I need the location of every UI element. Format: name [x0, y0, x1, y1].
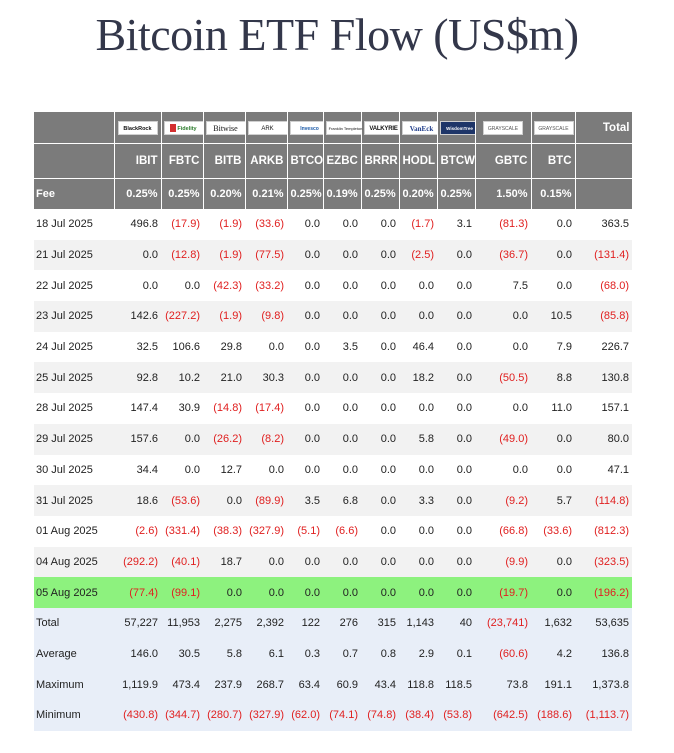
flow-value: 0.0 — [399, 547, 437, 578]
flow-value: 0.0 — [361, 485, 399, 516]
flow-value: 0.0 — [323, 547, 361, 578]
stat-value: 2,392 — [245, 608, 287, 639]
row-total: 130.8 — [575, 362, 632, 393]
flow-value: (33.2) — [245, 270, 287, 301]
flow-value: 0.0 — [323, 577, 361, 608]
flow-value: 106.6 — [161, 332, 203, 363]
ticker-corner — [34, 144, 114, 179]
franklin-logo: Franklin Templeton — [323, 112, 361, 144]
flow-value: 0.0 — [287, 270, 323, 301]
flow-value: 0.0 — [437, 301, 475, 332]
row-date: 18 Jul 2025 — [34, 209, 114, 240]
flow-value: (17.4) — [245, 393, 287, 424]
ticker-header: BTC — [531, 144, 575, 179]
stat-value: 63.4 — [287, 669, 323, 700]
ticker-header: BITB — [203, 144, 245, 179]
stat-value: 73.8 — [475, 669, 531, 700]
stat-value: 1,119.9 — [114, 669, 161, 700]
flow-value: (331.4) — [161, 516, 203, 547]
flow-value: 0.0 — [287, 577, 323, 608]
blackrock-logo: BlackRock — [114, 112, 161, 144]
flow-value: 10.2 — [161, 362, 203, 393]
flow-value: 0.0 — [531, 209, 575, 240]
stat-value: 57,227 — [114, 608, 161, 639]
flow-value: 34.4 — [114, 455, 161, 486]
stat-value: 118.8 — [399, 669, 437, 700]
flow-value: (2.6) — [114, 516, 161, 547]
ticker-header: BRRR — [361, 144, 399, 179]
flow-value: 0.0 — [323, 301, 361, 332]
fee-value: 0.15% — [531, 179, 575, 210]
row-total: 226.7 — [575, 332, 632, 363]
stat-value: 40 — [437, 608, 475, 639]
flow-value: 0.0 — [287, 547, 323, 578]
stat-value: 11,953 — [161, 608, 203, 639]
table-row-highlighted — [34, 577, 632, 608]
stat-value: 0.1 — [437, 639, 475, 670]
flow-value: 18.6 — [114, 485, 161, 516]
row-total: (323.5) — [575, 547, 632, 578]
flow-value: 0.0 — [475, 455, 531, 486]
stat-value: (344.7) — [161, 700, 203, 731]
flow-value: (2.5) — [399, 240, 437, 271]
flow-value: 0.0 — [361, 424, 399, 455]
ticker-header: GBTC — [475, 144, 531, 179]
flow-value: (1.9) — [203, 301, 245, 332]
fee-value: 0.25% — [161, 179, 203, 210]
flow-value: 0.0 — [245, 547, 287, 578]
stat-total: 1,373.8 — [575, 669, 632, 700]
row-total: (68.0) — [575, 270, 632, 301]
flow-value: (327.9) — [245, 516, 287, 547]
fee-total-spacer — [575, 179, 632, 210]
row-total: (812.3) — [575, 516, 632, 547]
row-total: (85.8) — [575, 301, 632, 332]
stat-value: 315 — [361, 608, 399, 639]
flow-value: 0.0 — [287, 240, 323, 271]
row-date: 05 Aug 2025 — [34, 577, 114, 608]
table-row — [34, 332, 632, 363]
row-total: 80.0 — [575, 424, 632, 455]
flow-value: (14.8) — [203, 393, 245, 424]
stat-value: (74.1) — [323, 700, 361, 731]
flow-value: 30.3 — [245, 362, 287, 393]
ticker-header: FBTC — [161, 144, 203, 179]
flow-value: (38.3) — [203, 516, 245, 547]
flow-value: 6.8 — [323, 485, 361, 516]
stat-label: Average — [34, 639, 114, 670]
flow-value: 0.0 — [437, 332, 475, 363]
stat-value: 191.1 — [531, 669, 575, 700]
flow-value: (36.7) — [475, 240, 531, 271]
stat-value: (38.4) — [399, 700, 437, 731]
flow-value: 0.0 — [245, 332, 287, 363]
flow-value: 0.0 — [114, 270, 161, 301]
stat-total: 53,635 — [575, 608, 632, 639]
table-row — [34, 455, 632, 486]
stat-value: (53.8) — [437, 700, 475, 731]
stat-value: (430.8) — [114, 700, 161, 731]
flow-value: (9.9) — [475, 547, 531, 578]
flow-value: (53.6) — [161, 485, 203, 516]
valkyrie-logo: VALKYRIE — [361, 112, 399, 144]
ticker-header: BTCW — [437, 144, 475, 179]
flow-value: (81.3) — [475, 209, 531, 240]
flow-value: 46.4 — [399, 332, 437, 363]
ticker-header: ARKB — [245, 144, 287, 179]
flow-value: 0.0 — [323, 455, 361, 486]
flow-value: 0.0 — [114, 240, 161, 271]
flow-value: (42.3) — [203, 270, 245, 301]
flow-value: (99.1) — [161, 577, 203, 608]
flow-value: (8.2) — [245, 424, 287, 455]
invesco-logo: Invesco — [287, 112, 323, 144]
stat-value: (60.6) — [475, 639, 531, 670]
flow-value: 0.0 — [245, 455, 287, 486]
flow-value: 0.0 — [399, 301, 437, 332]
flow-value: 3.5 — [323, 332, 361, 363]
flow-value: 7.5 — [475, 270, 531, 301]
ticker-header: HODL — [399, 144, 437, 179]
ticker-header: BTCO — [287, 144, 323, 179]
flow-value: 0.0 — [287, 362, 323, 393]
row-date: 28 Jul 2025 — [34, 393, 114, 424]
flow-value: (33.6) — [531, 516, 575, 547]
flow-value: 0.0 — [437, 516, 475, 547]
flow-value: 0.0 — [287, 209, 323, 240]
stats-row — [34, 700, 632, 731]
flow-value: 12.7 — [203, 455, 245, 486]
grayscale-btc-logo: GRAYSCALE — [531, 112, 575, 144]
row-total: 157.1 — [575, 393, 632, 424]
stat-value: 6.1 — [245, 639, 287, 670]
row-date: 31 Jul 2025 — [34, 485, 114, 516]
table-row — [34, 547, 632, 578]
flow-value: 0.0 — [475, 332, 531, 363]
stat-value: 4.2 — [531, 639, 575, 670]
stat-value: 1,143 — [399, 608, 437, 639]
fee-value: 0.25% — [114, 179, 161, 210]
flow-value: (17.9) — [161, 209, 203, 240]
fidelity-logo: Fidelity — [161, 112, 203, 144]
corner-cell — [34, 112, 114, 144]
flow-value: 0.0 — [437, 577, 475, 608]
row-total: 47.1 — [575, 455, 632, 486]
flow-value: 0.0 — [399, 455, 437, 486]
table-row — [34, 209, 632, 240]
flow-value: 0.0 — [531, 240, 575, 271]
flow-value: 0.0 — [531, 424, 575, 455]
wisdomtree-logo: WisdomTree — [437, 112, 475, 144]
stat-value: 2.9 — [399, 639, 437, 670]
flow-value: 0.0 — [323, 424, 361, 455]
flow-value: (6.6) — [323, 516, 361, 547]
flow-value: 29.8 — [203, 332, 245, 363]
row-total: (131.4) — [575, 240, 632, 271]
stat-value: (23,741) — [475, 608, 531, 639]
stat-value: (188.6) — [531, 700, 575, 731]
flow-value: 0.0 — [437, 362, 475, 393]
row-total: (196.2) — [575, 577, 632, 608]
flow-value: 0.0 — [361, 516, 399, 547]
stats-row — [34, 669, 632, 700]
flow-value: 0.0 — [361, 362, 399, 393]
flow-value: (49.0) — [475, 424, 531, 455]
flow-value: 0.0 — [203, 485, 245, 516]
flow-value: 30.9 — [161, 393, 203, 424]
grayscale-gbtc-logo: GRAYSCALE — [475, 112, 531, 144]
flow-value: 0.0 — [203, 577, 245, 608]
flow-value: (5.1) — [287, 516, 323, 547]
stat-value: 0.3 — [287, 639, 323, 670]
flow-value: (89.9) — [245, 485, 287, 516]
flow-value: 5.7 — [531, 485, 575, 516]
flow-value: 0.0 — [437, 424, 475, 455]
fee-value: 0.20% — [399, 179, 437, 210]
flow-value: 18.7 — [203, 547, 245, 578]
flow-value: 0.0 — [323, 209, 361, 240]
stat-value: 1,632 — [531, 608, 575, 639]
stat-value: (642.5) — [475, 700, 531, 731]
row-date: 24 Jul 2025 — [34, 332, 114, 363]
bitwise-logo: Bitwise — [203, 112, 245, 144]
table-row — [34, 516, 632, 547]
flow-value: 0.0 — [361, 332, 399, 363]
flow-value: (50.5) — [475, 362, 531, 393]
fee-value: 0.25% — [287, 179, 323, 210]
stats-row — [34, 639, 632, 670]
flow-value: 0.0 — [437, 270, 475, 301]
flow-value: 0.0 — [287, 424, 323, 455]
flow-value: (1.9) — [203, 240, 245, 271]
stat-value: 30.5 — [161, 639, 203, 670]
table-row — [34, 240, 632, 271]
stat-value: 473.4 — [161, 669, 203, 700]
flow-value: 0.0 — [531, 547, 575, 578]
stat-value: 237.9 — [203, 669, 245, 700]
flow-value: 92.8 — [114, 362, 161, 393]
flow-value: (77.4) — [114, 577, 161, 608]
fee-value: 0.20% — [203, 179, 245, 210]
table-row — [34, 424, 632, 455]
row-date: 21 Jul 2025 — [34, 240, 114, 271]
flow-value: 3.3 — [399, 485, 437, 516]
flow-value: (40.1) — [161, 547, 203, 578]
fee-value: 0.21% — [245, 179, 287, 210]
row-total: 363.5 — [575, 209, 632, 240]
flow-value: 3.1 — [437, 209, 475, 240]
flow-value: 0.0 — [161, 270, 203, 301]
ticker-total-spacer — [575, 144, 632, 179]
flow-value: 0.0 — [531, 270, 575, 301]
flow-value: 0.0 — [399, 577, 437, 608]
ark-logo: ARK — [245, 112, 287, 144]
stat-label: Total — [34, 608, 114, 639]
flow-value: 0.0 — [287, 455, 323, 486]
ticker-header: IBIT — [114, 144, 161, 179]
flow-value: 496.8 — [114, 209, 161, 240]
flow-value: (292.2) — [114, 547, 161, 578]
stat-value: 60.9 — [323, 669, 361, 700]
flow-value: 0.0 — [399, 270, 437, 301]
flow-value: (9.2) — [475, 485, 531, 516]
row-date: 22 Jul 2025 — [34, 270, 114, 301]
fee-value: 1.50% — [475, 179, 531, 210]
stat-value: (74.8) — [361, 700, 399, 731]
flow-value: 0.0 — [323, 270, 361, 301]
flow-value: (9.8) — [245, 301, 287, 332]
flow-value: 5.8 — [399, 424, 437, 455]
flow-value: (1.7) — [399, 209, 437, 240]
total-column-header: Total — [575, 112, 632, 144]
stat-value: 0.7 — [323, 639, 361, 670]
flow-value: 10.5 — [531, 301, 575, 332]
flow-value: 32.5 — [114, 332, 161, 363]
stat-value: 5.8 — [203, 639, 245, 670]
flow-value: 0.0 — [361, 240, 399, 271]
flow-value: 0.0 — [437, 455, 475, 486]
stat-label: Maximum — [34, 669, 114, 700]
flow-value: 0.0 — [475, 393, 531, 424]
row-date: 23 Jul 2025 — [34, 301, 114, 332]
row-date: 29 Jul 2025 — [34, 424, 114, 455]
page-title: Bitcoin ETF Flow (US$m) — [95, 9, 579, 60]
flow-value: 0.0 — [323, 393, 361, 424]
flow-value: 11.0 — [531, 393, 575, 424]
flow-value: 0.0 — [531, 455, 575, 486]
flow-value: 157.6 — [114, 424, 161, 455]
flow-value: 0.0 — [361, 270, 399, 301]
flow-value: 0.0 — [399, 516, 437, 547]
flow-value: (12.8) — [161, 240, 203, 271]
flow-value: 0.0 — [437, 240, 475, 271]
stat-value: (280.7) — [203, 700, 245, 731]
flow-value: 0.0 — [361, 301, 399, 332]
stat-value: 268.7 — [245, 669, 287, 700]
row-date: 04 Aug 2025 — [34, 547, 114, 578]
flow-value: 0.0 — [323, 240, 361, 271]
fee-row — [34, 179, 632, 210]
flow-value: (26.2) — [203, 424, 245, 455]
flow-value: 0.0 — [161, 424, 203, 455]
flow-value: (33.6) — [245, 209, 287, 240]
fee-label: Fee — [34, 179, 114, 210]
stat-label: Minimum — [34, 700, 114, 731]
flow-value: 0.0 — [437, 547, 475, 578]
flow-value: 0.0 — [437, 485, 475, 516]
issuer-logo-row — [34, 112, 632, 144]
flow-value: 7.9 — [531, 332, 575, 363]
stat-value: 276 — [323, 608, 361, 639]
etf-flow-table — [34, 112, 633, 731]
flow-value: 142.6 — [114, 301, 161, 332]
flow-value: 8.8 — [531, 362, 575, 393]
row-date: 30 Jul 2025 — [34, 455, 114, 486]
stat-value: (62.0) — [287, 700, 323, 731]
ticker-row — [34, 144, 632, 179]
stat-value: 0.8 — [361, 639, 399, 670]
flow-value: 18.2 — [399, 362, 437, 393]
stat-value: 43.4 — [361, 669, 399, 700]
flow-value: 0.0 — [323, 362, 361, 393]
row-total: (114.8) — [575, 485, 632, 516]
flow-value: 0.0 — [475, 301, 531, 332]
flow-value: (19.7) — [475, 577, 531, 608]
stat-value: 146.0 — [114, 639, 161, 670]
flow-value: 0.0 — [245, 577, 287, 608]
flow-value: (66.8) — [475, 516, 531, 547]
flow-value: 21.0 — [203, 362, 245, 393]
row-date: 01 Aug 2025 — [34, 516, 114, 547]
fee-value: 0.25% — [361, 179, 399, 210]
flow-value: 0.0 — [161, 455, 203, 486]
fee-value: 0.19% — [323, 179, 361, 210]
flow-value: 0.0 — [287, 332, 323, 363]
flow-value: 0.0 — [437, 393, 475, 424]
row-date: 25 Jul 2025 — [34, 362, 114, 393]
flow-value: 0.0 — [361, 577, 399, 608]
stat-value: 2,275 — [203, 608, 245, 639]
flow-value: (77.5) — [245, 240, 287, 271]
flow-value: 0.0 — [361, 209, 399, 240]
flow-value: 0.0 — [361, 455, 399, 486]
stat-value: 118.5 — [437, 669, 475, 700]
flow-value: 3.5 — [287, 485, 323, 516]
stat-value: 122 — [287, 608, 323, 639]
flow-value: 0.0 — [287, 393, 323, 424]
stat-total: (1,113.7) — [575, 700, 632, 731]
vaneck-logo: VanEck — [399, 112, 437, 144]
table-row — [34, 270, 632, 301]
flow-value: 0.0 — [361, 547, 399, 578]
flow-value: 0.0 — [399, 393, 437, 424]
stat-value: (327.9) — [245, 700, 287, 731]
stats-row — [34, 608, 632, 639]
fee-value: 0.25% — [437, 179, 475, 210]
stat-total: 136.8 — [575, 639, 632, 670]
table-row — [34, 362, 632, 393]
flow-value: 0.0 — [287, 301, 323, 332]
table-row — [34, 485, 632, 516]
flow-value: (227.2) — [161, 301, 203, 332]
table-row — [34, 393, 632, 424]
flow-value: (1.9) — [203, 209, 245, 240]
flow-value: 0.0 — [361, 393, 399, 424]
flow-value: 0.0 — [531, 577, 575, 608]
table-row — [34, 301, 632, 332]
flow-value: 147.4 — [114, 393, 161, 424]
ticker-header: EZBC — [323, 144, 361, 179]
